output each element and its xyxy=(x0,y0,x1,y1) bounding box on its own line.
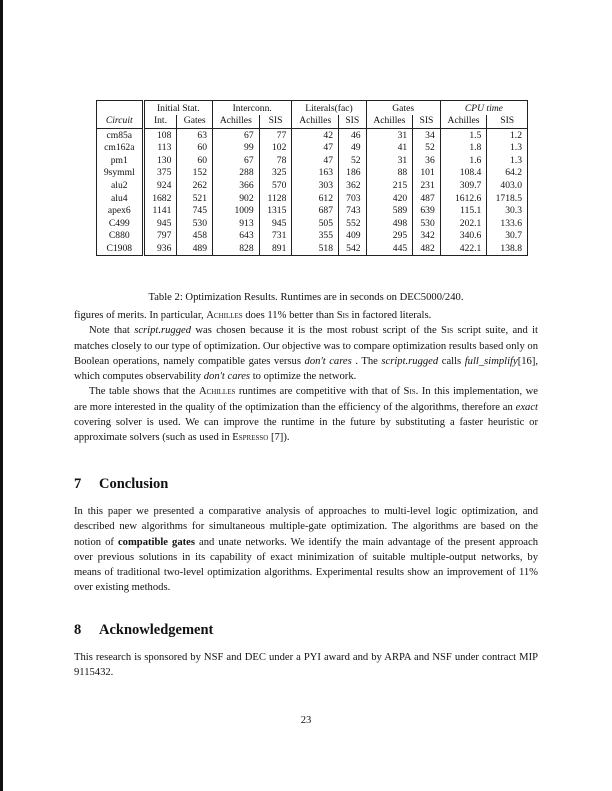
value-cell: 612 xyxy=(292,192,339,205)
value-cell: 88 xyxy=(366,167,413,180)
text-run: . In this implementation, we are more interested in the quality of the optimization than the efficiency of the algorithms, therefore an xyxy=(74,386,538,413)
section-heading-conclusion xyxy=(74,476,168,493)
text-run: figures of merits. In particular, xyxy=(74,310,207,321)
value-cell: 1141 xyxy=(152,205,172,217)
text-run: [7]). xyxy=(268,432,290,444)
value-cell: 77 xyxy=(259,129,292,142)
value-cell: 639 xyxy=(413,205,441,218)
italic-term: don't cares xyxy=(304,355,352,367)
value-cell: 60 xyxy=(177,142,213,155)
tool-name-sis: Sis xyxy=(441,325,454,337)
sub-header: SIS xyxy=(487,115,528,129)
value-cell: 60 xyxy=(177,155,213,168)
italic-term: don't cares xyxy=(203,371,251,383)
table-body xyxy=(97,129,528,256)
text-run: Note that xyxy=(89,325,135,337)
value-cell: 420 xyxy=(366,192,413,205)
value-cell: 745 xyxy=(177,205,213,218)
sub-header: Achilles xyxy=(213,115,260,129)
tool-name-sis: Sis xyxy=(403,386,416,398)
value-cell: 1.3 xyxy=(487,155,528,168)
sub-header: Achilles xyxy=(292,115,339,129)
value-cell: 505 xyxy=(292,218,339,231)
value-cell: 1.2 xyxy=(487,129,528,142)
text-run: script suite, and it matches closely to our type of optimization. Our objective was to compare optimization results based only on Boolean operations, namely compatible gates versus xyxy=(74,325,538,367)
value-cell: 1682 xyxy=(152,192,172,204)
value-cell: 731 xyxy=(259,230,292,243)
value-cell: 1718.5 xyxy=(487,192,528,205)
value-cell: 262 xyxy=(177,180,213,193)
value-cell: 687 xyxy=(292,205,339,218)
value-cell: 186 xyxy=(339,167,367,180)
table-row xyxy=(97,218,528,231)
text-run: . The xyxy=(351,355,382,367)
value-cell: 570 xyxy=(259,180,292,193)
value-cell: 63 xyxy=(177,129,213,142)
value-cell: 1128 xyxy=(259,192,292,205)
sub-header: SIS xyxy=(259,115,292,129)
paragraph-script-rugged xyxy=(74,323,538,384)
value-cell: 945 xyxy=(157,217,172,229)
value-cell: 42 xyxy=(292,129,339,142)
value-cell: 30.7 xyxy=(487,230,528,243)
tool-name-achilles: Achilles xyxy=(206,310,243,321)
tool-name-achilles: Achilles xyxy=(198,386,236,398)
table-sub-header-row xyxy=(97,115,528,129)
value-cell: 1.8 xyxy=(440,142,487,155)
value-cell: 34 xyxy=(413,129,441,142)
section-heading-acknowledgement xyxy=(74,622,213,639)
value-cell: 1.6 xyxy=(440,155,487,168)
tool-name-espresso: Espresso xyxy=(232,432,269,444)
value-cell: 891 xyxy=(259,243,292,256)
value-cell: 163 xyxy=(292,167,339,180)
value-cell: 1.5 xyxy=(440,129,487,142)
empty-header-cell xyxy=(97,101,144,116)
value-cell: 902 xyxy=(213,192,260,205)
value-cell: 138.8 xyxy=(487,243,528,256)
section-title: Acknowledgement xyxy=(99,622,214,638)
circuit-header: Circuit xyxy=(97,115,144,129)
value-cell: 31 xyxy=(366,129,413,142)
section-number: 8 xyxy=(74,622,82,638)
value-cell: 1612.6 xyxy=(440,192,487,205)
circuit-name-cell: C880 xyxy=(97,230,144,243)
value-cell: 498 xyxy=(366,218,413,231)
value-cell: 47 xyxy=(292,142,339,155)
sub-header: SIS xyxy=(339,115,367,129)
value-cell: 67 xyxy=(213,129,260,142)
value-cell: 743 xyxy=(339,205,367,218)
value-cell: 703 xyxy=(339,192,367,205)
results-table-container xyxy=(96,100,528,256)
paragraph-conclusion xyxy=(74,504,538,596)
value-cell: 828 xyxy=(213,243,260,256)
value-cell: 113 xyxy=(157,142,172,154)
value-cell: 202.1 xyxy=(440,218,487,231)
value-cell: 108 xyxy=(157,129,172,141)
group-header-interconn: Interconn. xyxy=(213,101,292,116)
value-cell: 1009 xyxy=(213,205,260,218)
value-cell: 102 xyxy=(259,142,292,155)
value-cell: 945 xyxy=(259,218,292,231)
value-cell: 41 xyxy=(366,142,413,155)
value-cell: 487 xyxy=(413,192,441,205)
value-cell: 152 xyxy=(177,167,213,180)
value-cell: 355 xyxy=(292,230,339,243)
table-caption: Table 2: Optimization Results. Runtimes are in seconds on DEC5000/240. xyxy=(148,292,464,303)
value-cell: 295 xyxy=(366,230,413,243)
value-cell: 552 xyxy=(339,218,367,231)
table-row xyxy=(97,243,528,256)
value-cell: 924 xyxy=(157,179,172,191)
text-run: calls xyxy=(438,355,465,367)
table-row xyxy=(97,142,528,155)
text-run: In this paper we presented a comparative analysis of approaches to multi-level logic optimization, and described new algorithms for simultaneous multiple-gate optimization. The algorithms are based on the notion of xyxy=(74,506,538,548)
value-cell: 49 xyxy=(339,142,367,155)
table-row xyxy=(97,180,528,193)
optimization-results-table xyxy=(96,100,528,256)
value-cell: 46 xyxy=(339,129,367,142)
value-cell: 1.3 xyxy=(487,142,528,155)
value-cell: 99 xyxy=(213,142,260,155)
paragraph-runtimes xyxy=(74,384,538,445)
value-cell: 375 xyxy=(157,167,172,179)
value-cell: 342 xyxy=(413,230,441,243)
sub-header: Achilles xyxy=(366,115,413,129)
circuit-name-cell: C1908 xyxy=(97,243,144,256)
sub-header: Achilles xyxy=(440,115,487,129)
group-header-cpu-time: CPU time xyxy=(440,101,527,116)
group-header-gates: Gates xyxy=(366,101,440,116)
value-cell: 542 xyxy=(339,243,367,256)
text-run: does 11% better than xyxy=(242,310,337,321)
circuit-name-cell: apex6 xyxy=(97,205,144,218)
sub-header: Gates xyxy=(177,115,213,129)
table-row xyxy=(97,205,528,218)
acknowledgement-body xyxy=(74,650,538,681)
text-run: [16], which computes observability xyxy=(74,355,539,383)
italic-term: full_simplify xyxy=(464,355,518,367)
value-cell: 215 xyxy=(366,180,413,193)
value-cell: 288 xyxy=(213,167,260,180)
tool-name-sis: Sis xyxy=(336,310,349,321)
page-number: 23 xyxy=(300,715,312,726)
value-cell: 797 xyxy=(157,230,172,242)
table-row xyxy=(97,155,528,168)
circuit-name-cell: cm85a xyxy=(97,129,144,142)
value-cell: 101 xyxy=(413,167,441,180)
italic-term: script.rugged xyxy=(134,325,191,337)
circuit-name-cell: pm1 xyxy=(97,155,144,168)
value-cell: 530 xyxy=(413,218,441,231)
table-row xyxy=(97,129,528,142)
circuit-name-cell: alu2 xyxy=(97,180,144,193)
value-cell: 403.0 xyxy=(487,180,528,193)
text-run: to optimize the network. xyxy=(250,371,357,383)
table-row xyxy=(97,230,528,243)
value-cell: 30.3 xyxy=(487,205,528,218)
circuit-name-cell: 9symml xyxy=(97,167,144,180)
conclusion-body xyxy=(74,504,538,596)
italic-term: exact xyxy=(515,401,538,413)
text-run: and unate networks. We identify the main advantage of the present approach over previous solutions in its capability of exact minimization of suitable multiple-output networks, by means of traditional two-level optimization algorithms. Experimental results show an improvement of 11% over existing methods. xyxy=(74,536,539,594)
bold-term: compatible gates xyxy=(117,536,195,548)
circuit-name-cell: alu4 xyxy=(97,192,144,205)
value-cell: 913 xyxy=(213,218,260,231)
text-run: covering solver is used. We can improve the runtime in the future by substituting a faster heuristic or approximate solvers (such as used in xyxy=(74,417,538,444)
value-cell: 530 xyxy=(177,218,213,231)
value-cell: 518 xyxy=(292,243,339,256)
value-cell: 309.7 xyxy=(440,180,487,193)
table-row xyxy=(97,192,528,205)
value-cell: 108.4 xyxy=(440,167,487,180)
text-run: runtimes are competitive with that of xyxy=(235,386,404,398)
value-cell: 362 xyxy=(339,180,367,193)
paragraph-merits xyxy=(74,308,538,323)
value-cell: 231 xyxy=(413,180,441,193)
value-cell: 115.1 xyxy=(440,205,487,218)
value-cell: 52 xyxy=(413,142,441,155)
value-cell: 366 xyxy=(213,180,260,193)
circuit-name-cell: cm162a xyxy=(97,142,144,155)
value-cell: 78 xyxy=(259,155,292,168)
value-cell: 482 xyxy=(413,243,441,256)
value-cell: 422.1 xyxy=(440,243,487,256)
value-cell: 133.6 xyxy=(487,218,528,231)
text-run: The table shows that the xyxy=(89,386,199,398)
value-cell: 130 xyxy=(157,154,172,166)
sub-header: Int. xyxy=(143,115,177,129)
value-cell: 64.2 xyxy=(487,167,528,180)
table-group-header-row xyxy=(97,101,528,116)
results-discussion xyxy=(74,308,538,446)
text-run: in factored literals. xyxy=(348,310,432,321)
value-cell: 409 xyxy=(339,230,367,243)
text-run: was chosen because it is the most robust script of the xyxy=(191,325,442,337)
value-cell: 458 xyxy=(177,230,213,243)
value-cell: 1315 xyxy=(259,205,292,218)
value-cell: 303 xyxy=(292,180,339,193)
value-cell: 52 xyxy=(339,155,367,168)
group-header-literals: Literals(fac) xyxy=(292,101,366,116)
value-cell: 340.6 xyxy=(440,230,487,243)
value-cell: 936 xyxy=(157,242,172,254)
value-cell: 31 xyxy=(366,155,413,168)
value-cell: 36 xyxy=(413,155,441,168)
section-number: 7 xyxy=(74,476,82,492)
value-cell: 67 xyxy=(213,155,260,168)
value-cell: 489 xyxy=(177,243,213,256)
scan-edge-bar xyxy=(0,0,3,791)
section-title: Conclusion xyxy=(99,476,169,492)
paragraph-acknowledgement: This research is sponsored by NSF and DEC under a PYI award and by ARPA and NSF under contract MIP 9115432. xyxy=(74,652,538,679)
value-cell: 589 xyxy=(366,205,413,218)
table-row xyxy=(97,167,528,180)
sub-header: SIS xyxy=(413,115,441,129)
circuit-name-cell: C499 xyxy=(97,218,144,231)
value-cell: 521 xyxy=(177,192,213,205)
value-cell: 445 xyxy=(366,243,413,256)
value-cell: 325 xyxy=(259,167,292,180)
italic-term: script.rugged xyxy=(381,355,439,367)
group-header-initial-stat: Initial Stat. xyxy=(156,103,200,114)
value-cell: 47 xyxy=(292,155,339,168)
value-cell: 643 xyxy=(213,230,260,243)
